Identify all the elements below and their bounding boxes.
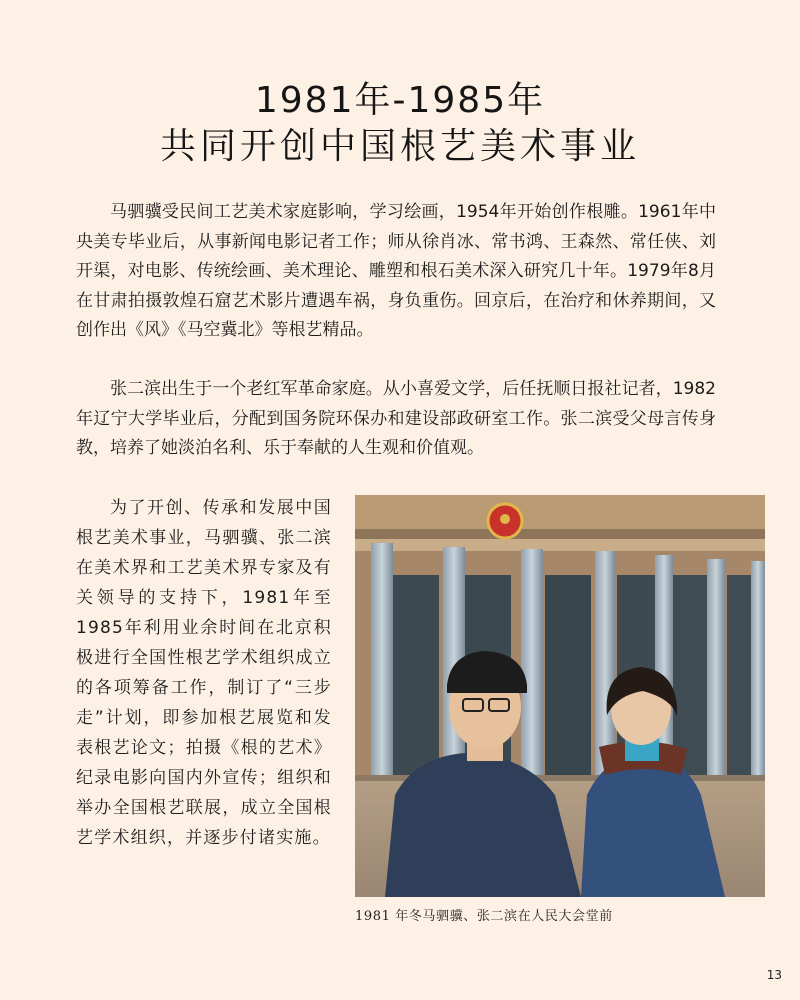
- page-title-years: 1981年-1985年: [254, 80, 546, 121]
- photo-great-hall: [355, 495, 765, 897]
- paragraph-founding: 为了开创、传承和发展中国根艺美术事业，马驷骥、张二滨在美术界和工艺美术界专家及有关领导的支持下，1981年至1985年利用业余时间在北京积极进行全国性根艺学术组织成立的各项筹备工作，制订了“三步走”计划，即参加根艺展览和发表根艺论文；拍摄《根的艺术》纪录电影向国内外宣传；组织和举办全国根艺联展，成立全国根艺学术组织，并逐步付诸实施。: [76, 498, 332, 848]
- paragraph-ma-siji: 马驷骥受民间工艺美术家庭影响，学习绘画，1954年开始创作根雕。1961年中央美专毕业后，从事新闻电影记者工作；师从徐肖冰、常书鸿、王森然、常任侠、刘开渠，对电影、传统绘画、美术理论、雕塑和根石美术深入研究几十年。1979年8月在甘肃拍摄敦煌石窟艺术影片遭遇车祸，身负重伤。回京后，在治疗和休养期间，又创作出《风》《马空冀北》等根艺精品。: [76, 202, 716, 340]
- photo-caption: 1981 年冬马驷骥、张二滨在人民大会堂前: [355, 909, 613, 924]
- page-title: 共同开创中国根艺美术事业: [159, 126, 640, 167]
- paragraph-zhang-erbin: 张二滨出生于一个老红军革命家庭。从小喜爱文学，后任抚顺日报社记者，1982年辽宁大学毕业后，分配到国务院环保办和建设部政研室工作。张二滨受父母言传身教，培养了她淡泊名利、乐于奉献的人生观和价值观。: [76, 379, 716, 458]
- page-number: 13: [766, 968, 782, 982]
